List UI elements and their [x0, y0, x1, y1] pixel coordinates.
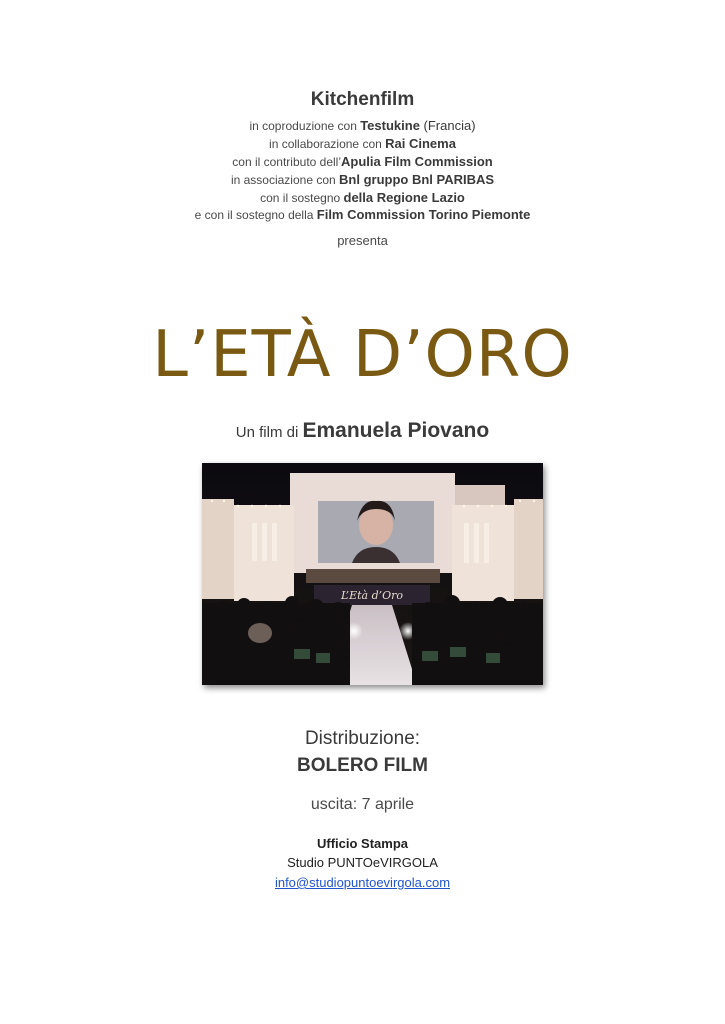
credit-name: Bnl gruppo Bnl PARIBAS	[339, 172, 495, 187]
credit-prefix: in coproduzione con	[249, 119, 361, 133]
credit-prefix: con il sostegno	[260, 191, 344, 205]
credit-line-contribution	[0, 153, 725, 171]
press-studio-name: Studio PUNTOeVIRGOLA	[287, 855, 438, 870]
cinema-photo-illustration	[202, 463, 543, 685]
credit-prefix: con il contributo dell’	[232, 155, 342, 169]
cinema-photo	[202, 463, 543, 685]
credit-name: Film Commission Torino Piemonte	[316, 207, 531, 222]
credit-line-collaboration	[0, 135, 725, 153]
press-email-link[interactable]: info@studiopuntoevirgola.com	[274, 875, 451, 890]
credit-line-association	[0, 171, 725, 189]
presenta-label: presenta	[337, 233, 388, 248]
credit-prefix: in associazione con	[230, 173, 340, 187]
credit-name: della Regione Lazio	[343, 190, 465, 205]
credit-name: Rai Cinema	[385, 136, 456, 151]
credit-prefix: in collaborazione con	[269, 137, 386, 151]
credit-prefix: e con il sostegno della	[194, 208, 317, 222]
distribution-label: Distribuzione:	[304, 728, 421, 749]
credit-line-support-piemonte	[0, 206, 725, 224]
credit-line-coproduction	[0, 117, 725, 135]
release-date: uscita: 7 aprile	[310, 796, 415, 813]
producer-name: Kitchenfilm	[310, 89, 415, 110]
credit-name: Apulia Film Commission	[341, 154, 493, 169]
distributor-name: BOLERO FILM	[297, 755, 428, 776]
credit-name: Testukine	[360, 118, 420, 133]
director-line	[0, 419, 725, 443]
director-prefix: Un film di	[235, 424, 303, 441]
banner-text: L’Età d’Oro	[340, 589, 404, 602]
press-office-label: Ufficio Stampa	[316, 836, 408, 851]
credit-line-support-region	[0, 189, 725, 207]
credit-suffix: (Francia)	[419, 118, 476, 133]
director-name: Emanuela Piovano	[302, 419, 490, 442]
film-title: L’ETÀ D’ORO	[152, 318, 573, 392]
